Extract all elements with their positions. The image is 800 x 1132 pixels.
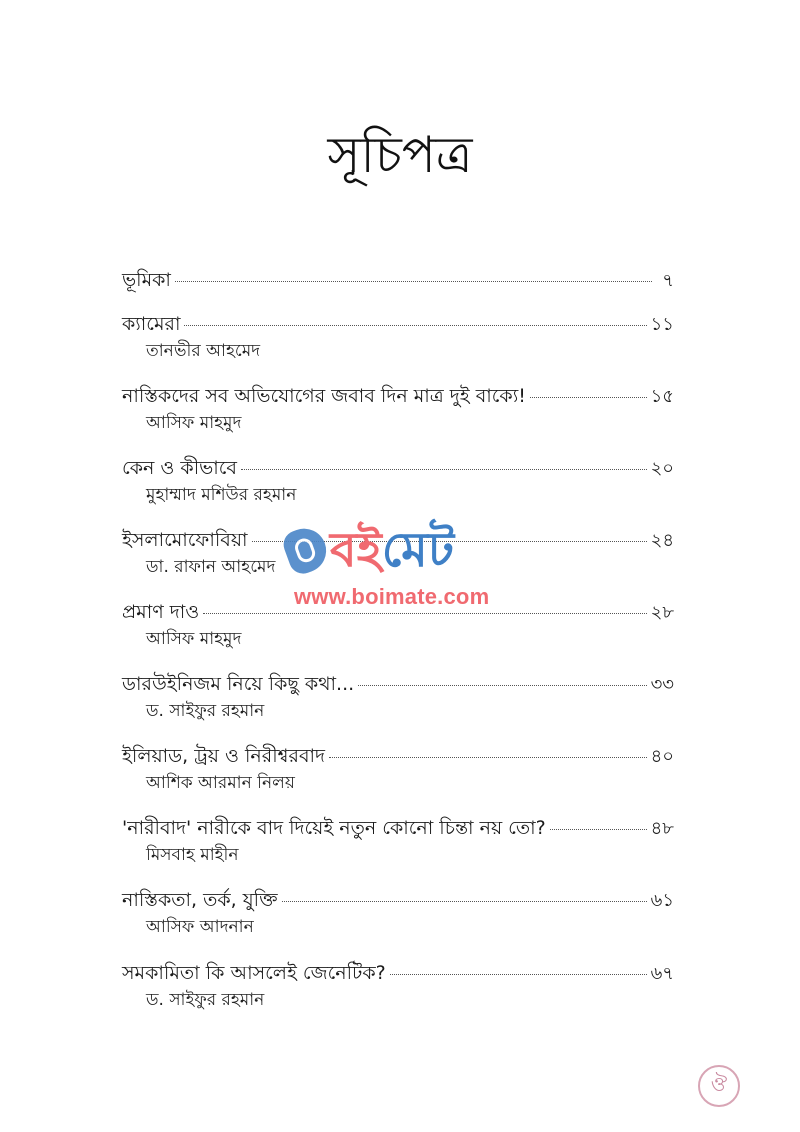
- watermark-logo: [286, 522, 454, 578]
- toc-entry-title: ভূমিকা: [122, 269, 171, 291]
- toc-entry-row: [122, 742, 674, 772]
- toc-entry[interactable]: [122, 310, 674, 366]
- toc-entry-page-number: ৭: [662, 270, 674, 291]
- toc-entry-author: ডা. রাফান আহমেদ: [146, 557, 276, 577]
- toc-entry-page-number: ৩৩: [650, 674, 674, 695]
- toc-entry-page-number: ২০: [650, 458, 674, 479]
- toc-entry-row: [122, 670, 674, 700]
- toc-entry-title: প্রমাণ দাও: [122, 601, 200, 623]
- stamp-glyph: ঔ: [710, 1071, 728, 1096]
- toc-entry-author: মিসবাহ মাহীন: [146, 845, 239, 865]
- toc-entry-title: ইলিয়াড, ট্রয় ও নিরীশ্বরবাদ: [122, 745, 326, 767]
- toc-entry-title: নাস্তিকতা, তর্ক, যুক্তি: [122, 889, 278, 911]
- toc-entry-page-number: ১১: [650, 314, 674, 335]
- paperclip-icon: [280, 522, 333, 577]
- toc-entry-author: ড. সাইফুর রহমান: [146, 701, 265, 721]
- toc-entry-page-number: ৪৮: [650, 818, 674, 839]
- toc-entry-row: [122, 382, 674, 412]
- toc-entry-author: আসিফ মাহমুদ: [146, 413, 242, 433]
- toc-entry-row: [122, 886, 674, 916]
- toc-entry[interactable]: [122, 814, 674, 870]
- publisher-stamp-icon: [698, 1065, 740, 1107]
- dot-leader: [358, 685, 646, 686]
- page-title: সূচিপত্র: [327, 126, 473, 184]
- toc-entry-title: ডারউইনিজম নিয়ে কিছু কথা...: [122, 673, 355, 695]
- toc-entry-row: [122, 266, 674, 296]
- watermark-logo-part1: বই: [330, 522, 382, 578]
- dot-leader: [329, 757, 647, 758]
- toc-entry-page-number: ১৫: [650, 386, 674, 407]
- toc-entry-row: [122, 310, 674, 340]
- toc-entry-author: আশিক আরমান নিলয়: [146, 773, 295, 793]
- toc-entry-author: আসিফ মাহমুদ: [146, 629, 242, 649]
- watermark-logo-part2: মেট: [381, 522, 454, 578]
- toc-entry-row: [122, 959, 674, 989]
- toc-entry[interactable]: [122, 670, 674, 726]
- watermark: [286, 522, 516, 614]
- toc-entry-title: 'নারীবাদ' নারীকে বাদ দিয়েই নতুন কোনো চিন্তা নয় তো?: [122, 817, 546, 839]
- toc-entry-title: ইসলামোফোবিয়া: [122, 529, 248, 551]
- toc-entry-page-number: ২৪: [650, 530, 674, 551]
- watermark-url: www.boimate.com: [294, 584, 490, 609]
- toc-entry[interactable]: [122, 266, 674, 296]
- toc-entry-page-number: ৬১: [650, 890, 674, 911]
- dot-leader: [530, 397, 647, 398]
- dot-leader: [550, 829, 647, 830]
- toc-entry-title: ক্যামেরা: [122, 313, 181, 335]
- toc-entry-author: মুহাম্মাদ মশিউর রহমান: [146, 485, 297, 505]
- toc-entry-author: ড. সাইফুর রহমান: [146, 990, 265, 1010]
- toc-entry-page-number: ৪০: [650, 746, 674, 767]
- toc-entry[interactable]: [122, 886, 674, 942]
- toc-entry[interactable]: [122, 742, 674, 798]
- dot-leader: [390, 974, 647, 975]
- dot-leader: [241, 469, 647, 470]
- toc-entry-page-number: ২৮: [650, 602, 674, 623]
- toc-entry-page-number: ৬৭: [650, 963, 674, 984]
- toc-entry-title: নাস্তিকদের সব অভিযোগের জবাব দিন মাত্র দুই বাক্যে!: [122, 385, 526, 407]
- dot-leader: [184, 325, 646, 326]
- dot-leader: [175, 281, 652, 282]
- toc-entry-row: [122, 454, 674, 484]
- toc-entry[interactable]: [122, 454, 674, 510]
- dot-leader: [282, 901, 647, 902]
- toc-entry[interactable]: [122, 382, 674, 438]
- toc-entry-author: আসিফ আদনান: [146, 917, 254, 937]
- toc-entry-author: তানভীর আহমেদ: [146, 341, 261, 361]
- toc-entry-title: সমকামিতা কি আসলেই জেনেটিক?: [122, 962, 386, 984]
- toc-entry-row: [122, 814, 674, 844]
- toc-entry-title: কেন ও কীভাবে: [122, 457, 238, 479]
- toc-entry[interactable]: [122, 959, 674, 1015]
